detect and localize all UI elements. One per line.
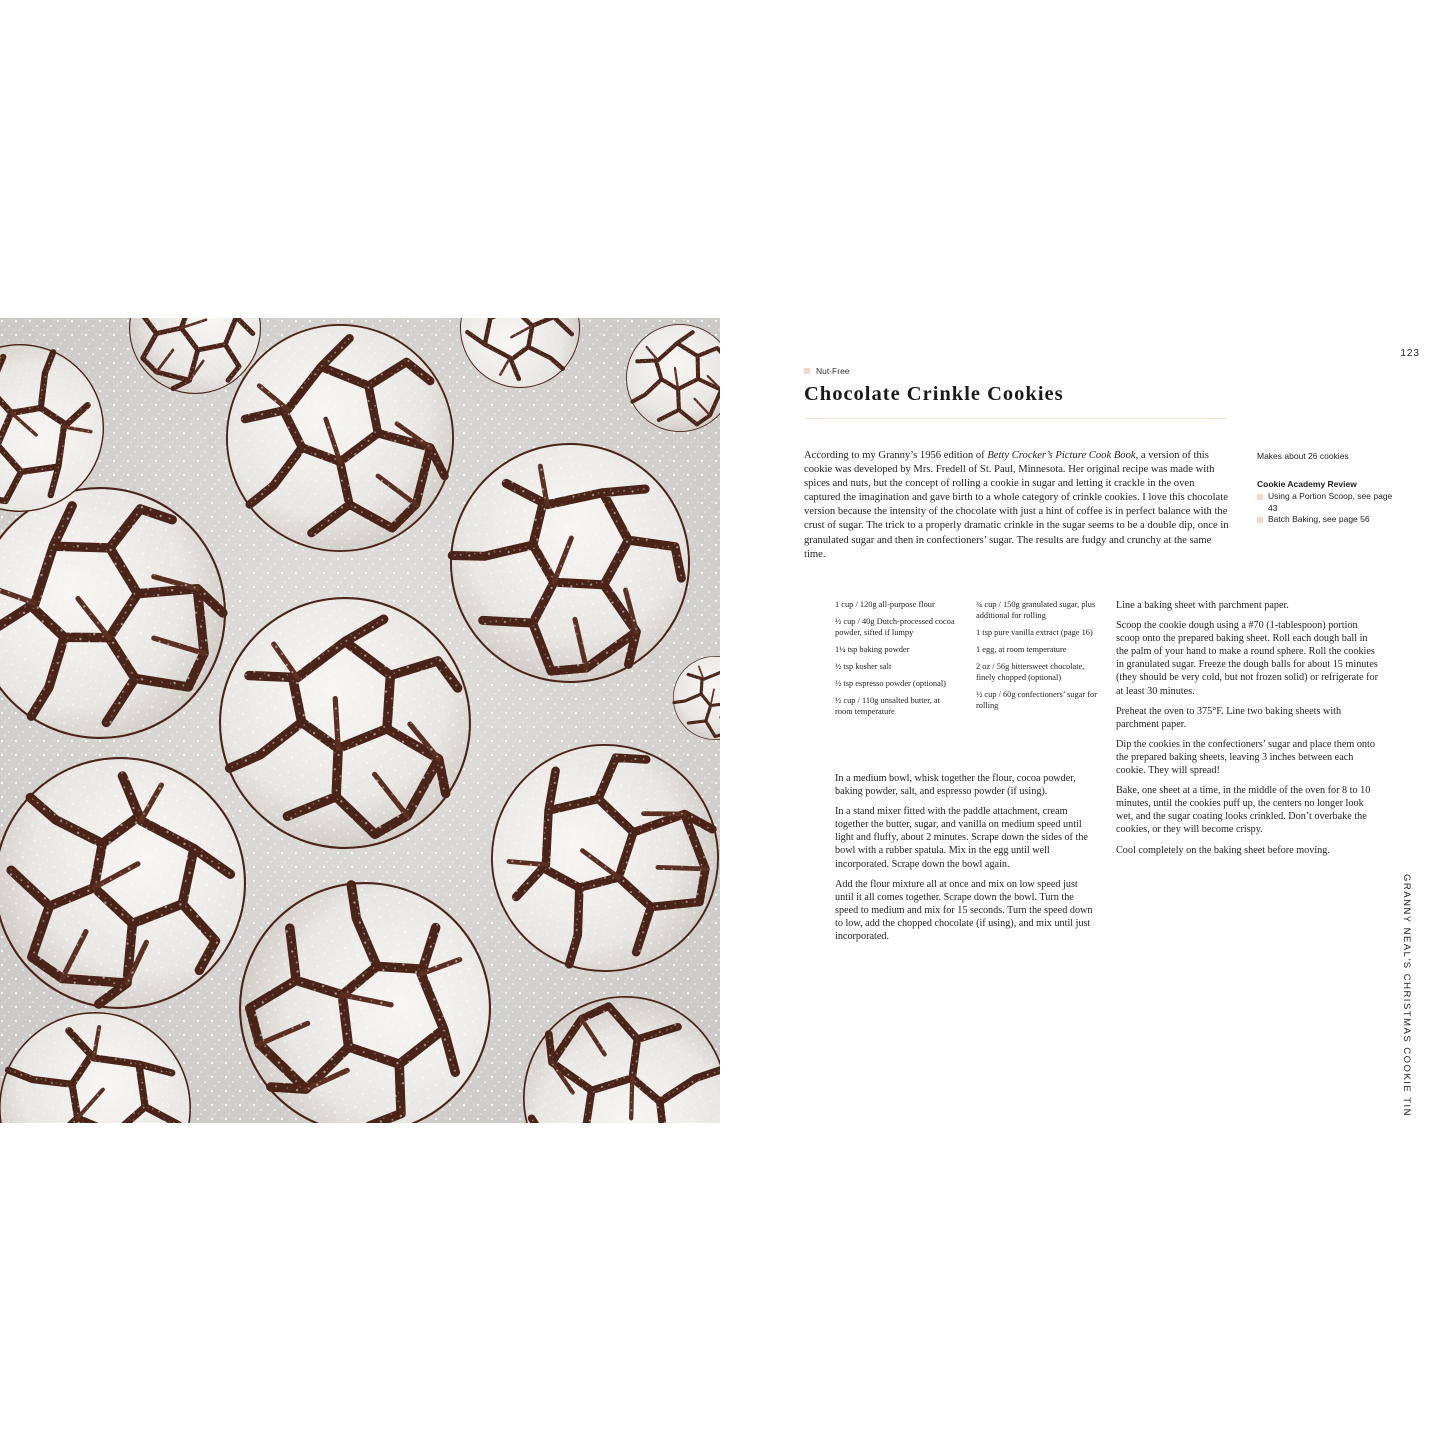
- ingredient: 1¼ tsp baking powder: [835, 645, 910, 654]
- review-item: [1257, 491, 1397, 514]
- method-step: Cool completely on the baking sheet before moving.: [1116, 844, 1330, 856]
- method-step: Scoop the cookie dough using a #70 (1-tablespoon) portion scoop onto the prepared baking sheet. Roll each dough ball in the palm of your hand to make a round sphere. Roll the cookies in granulated sugar. Freeze the dough balls for about 15 minutes (they should be very cold, but not frozen solid) or refrigerate for at least 30 minutes.: [1116, 620, 1378, 697]
- recipe-intro: [804, 449, 1229, 562]
- review-item: [1257, 514, 1397, 526]
- bullet-square-icon: [804, 368, 810, 374]
- method-column-1: [835, 772, 1093, 950]
- recipe-sidebar: [1257, 451, 1397, 526]
- ingredient: ¾ cup / 150g granulated sugar, plus additional for rolling: [976, 600, 1096, 620]
- method-step: Dip the cookies in the confectioners’ sugar and place them onto the prepared baking sheets, leaving 3 inches between each cookie. They will spread!: [1116, 738, 1375, 777]
- page-number: 123: [1400, 348, 1420, 359]
- ingredient: 1 cup / 120g all-purpose flour: [835, 600, 935, 609]
- review-item-text: Using a Portion Scoop, see page 43: [1268, 491, 1393, 513]
- cookie: [226, 324, 454, 552]
- ingredient: ½ tsp kosher salt: [835, 662, 892, 671]
- bullet-square-icon: [1257, 517, 1263, 523]
- ingredients-column-1: [835, 599, 955, 723]
- recipe-yield: Makes about 26 cookies: [1257, 451, 1349, 461]
- diet-tag-label: Nut-Free: [816, 366, 850, 376]
- method-step: Add the flour mixture all at once and mix on low speed just until it all comes together. Scrape down the bowl. Turn the speed to medium and mix for 15 seconds. Turn the speed down to low, add the chopped chocolate (if using), and mix until just incorporated.: [835, 878, 1093, 943]
- method-column-2: [1116, 599, 1378, 864]
- ingredient: 2 oz / 56g bittersweet chocolate, finely chopped (optional): [976, 662, 1085, 682]
- ingredients-column-2: [976, 599, 1098, 717]
- method-step: In a stand mixer fitted with the paddle attachment, cream together the butter, sugar, and vanilla on medium speed until light and fluffy, about 2 minutes. Scrape down the sides of the bowl with a rubber spatula. Mix in the egg until well incorporated. Scrape down the bowl again.: [835, 806, 1088, 870]
- method-step: Line a baking sheet with parchment paper.: [1116, 600, 1289, 611]
- ingredient: ½ tsp espresso powder (optional): [835, 679, 946, 688]
- method-step: In a medium bowl, whisk together the flour, cocoa powder, baking powder, salt, and espresso powder (if using).: [835, 773, 1076, 798]
- review-item-text: Batch Baking, see page 56: [1268, 514, 1370, 524]
- cookie-photo-illustration: [0, 318, 720, 1123]
- ingredient: ½ cup / 60g confectioners’ sugar for rolling: [976, 690, 1098, 710]
- title-divider: [804, 418, 1228, 419]
- intro-text-continued: , a version of this cookie was developed by Mrs. Fredell of St. Paul, Minnesota. Her original recipe was made with spices and nuts, but the concept of rolling a cookie in sugar and letting it crackle in the oven captured the imagination and gave birth to a whole category of crinkle cookies. I love this chocolate version because the intensity of the chocolate with just a hint of coffee is in perfect balance with the crust of sugar. The trick to a properly dramatic crinkle in the sugar seems to be a double dip, once in granulated sugar and then in confectioners’ sugar. The results are fudgy and crunchy at the same time.: [804, 450, 1229, 560]
- intro-text: According to my Granny’s 1956 edition of: [804, 450, 988, 461]
- running-title: GRANNY NEAL'S CHRISTMAS COOKIE TIN: [1401, 874, 1412, 1118]
- cookie-photo: [0, 318, 720, 1123]
- method-step: Preheat the oven to 375°F. Line two baking sheets with parchment paper.: [1116, 705, 1342, 730]
- ingredient: 1 egg, at room temperature: [976, 645, 1067, 654]
- bullet-square-icon: [1257, 494, 1263, 500]
- method-step: Bake, one sheet at a time, in the middle of the oven for 8 to 10 minutes, until the cookies puff up, the centers no longer look wet, and the sugar coating looks crinkled. Don’t overbake the cookies, or they will become crispy.: [1116, 785, 1371, 836]
- ingredient: ½ cup / 110g unsalted butter, at room temperature: [835, 696, 940, 716]
- recipe-title: Chocolate Crinkle Cookies: [804, 383, 1064, 405]
- book-title: Betty Crocker’s Picture Cook Book: [987, 450, 1136, 461]
- diet-tag: [804, 366, 850, 376]
- ingredient: ½ cup / 40g Dutch-processed cocoa powder, sifted if lumpy: [835, 617, 955, 637]
- ingredient: 1 tsp pure vanilla extract (page 16): [976, 628, 1093, 637]
- review-heading: Cookie Academy Review: [1257, 478, 1357, 489]
